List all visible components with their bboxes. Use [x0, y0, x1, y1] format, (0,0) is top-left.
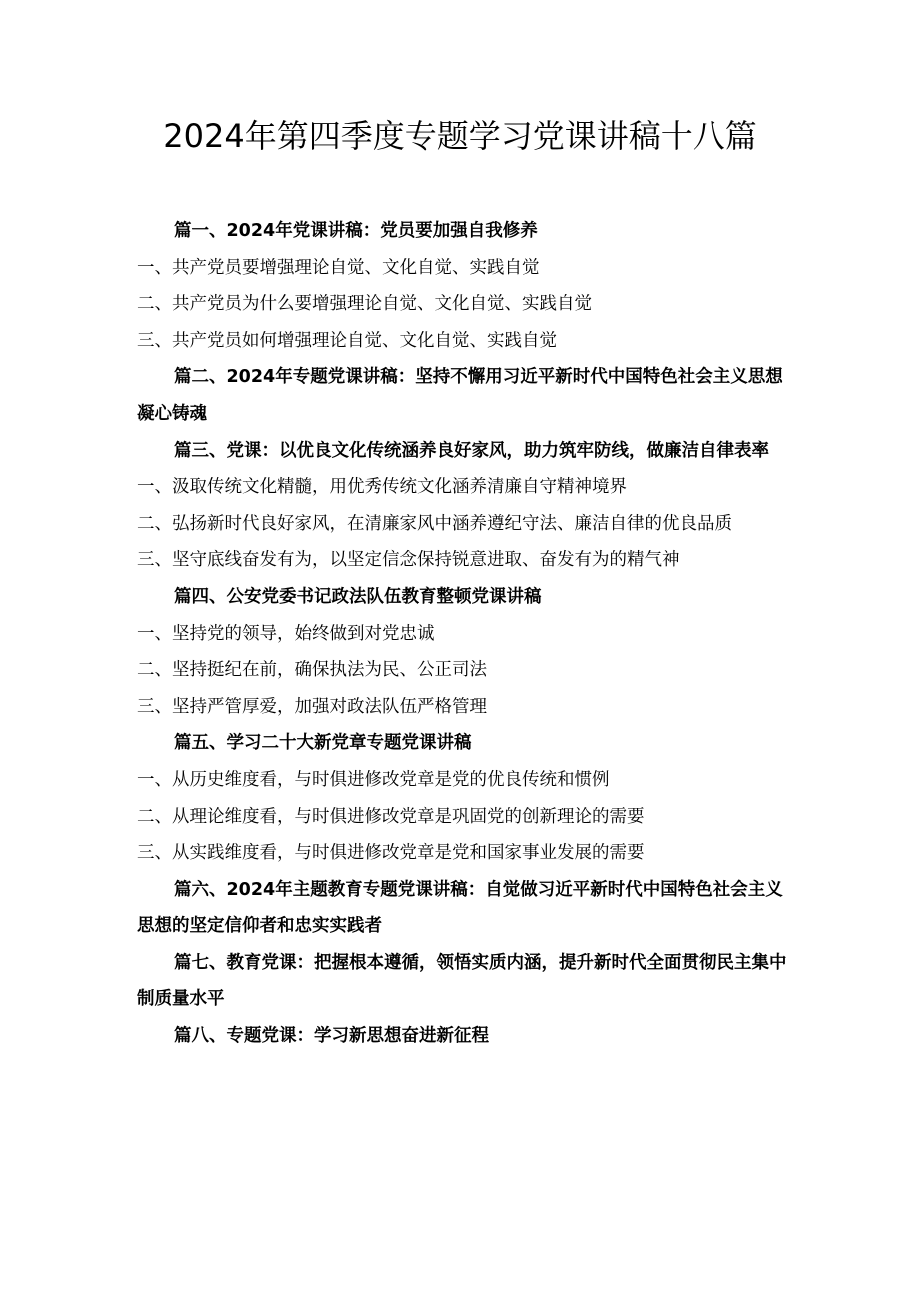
subsection-item: 三、坚守底线奋发有为，以坚定信念保持锐意进取、奋发有为的精气神: [137, 550, 680, 571]
document-title: 2024年第四季度专题学习党课讲稿十八篇: [163, 117, 757, 155]
subsection-item: 二、从理论维度看，与时俱进修改党章是巩固党的创新理论的需要: [137, 806, 645, 827]
subsection-item: 三、坚持严管厚爱，加强对政法队伍严格管理: [137, 696, 487, 717]
section-heading: 篇八、专题党课：学习新思想奋进新征程: [174, 1026, 489, 1047]
subsection-item: 三、从实践维度看，与时俱进修改党章是党和国家事业发展的需要: [137, 843, 645, 864]
subsection-item: 二、弘扬新时代良好家风，在清廉家风中涵养遵纪守法、廉洁自律的优良品质: [137, 513, 732, 534]
subsection-item: 二、共产党员为什么要增强理论自觉、文化自觉、实践自觉: [137, 294, 592, 315]
subsection-item: 一、汲取传统文化精髓，用优秀传统文化涵养清廉自守精神境界: [137, 477, 627, 498]
section-heading: 篇七、教育党课：把握根本遵循，领悟实质内涵，提升新时代全面贯彻民主集中制质量水平: [137, 952, 787, 1010]
section-heading: 篇一、2024年党课讲稿：党员要加强自我修养: [174, 221, 538, 241]
subsection-item: 二、坚持挺纪在前，确保执法为民、公正司法: [137, 660, 487, 681]
section-heading: 篇六、2024年主题教育专题党课讲稿：自觉做习近平新时代中国特色社会主义思想的坚定信仰者和忠实实践者: [137, 879, 783, 937]
subsection-item: 一、共产党员要增强理论自觉、文化自觉、实践自觉: [137, 257, 540, 278]
subsection-item: 一、坚持党的领导，始终做到对党忠诚: [137, 623, 435, 644]
section-heading: 篇四、公安党委书记政法队伍教育整顿党课讲稿: [174, 586, 542, 607]
section-heading: 篇三、党课：以优良文化传统涵养良好家风，助力筑牢防线，做廉洁自律表率: [174, 440, 769, 461]
subsection-item: 一、从历史维度看，与时俱进修改党章是党的优良传统和惯例: [137, 769, 610, 790]
section-heading: 篇二、2024年专题党课讲稿：坚持不懈用习近平新时代中国特色社会主义思想凝心铸魂: [137, 367, 783, 424]
subsection-item: 三、共产党员如何增强理论自觉、文化自觉、实践自觉: [137, 330, 557, 351]
table-of-contents: [137, 213, 787, 1055]
section-heading: 篇五、学习二十大新党章专题党课讲稿: [174, 733, 472, 754]
